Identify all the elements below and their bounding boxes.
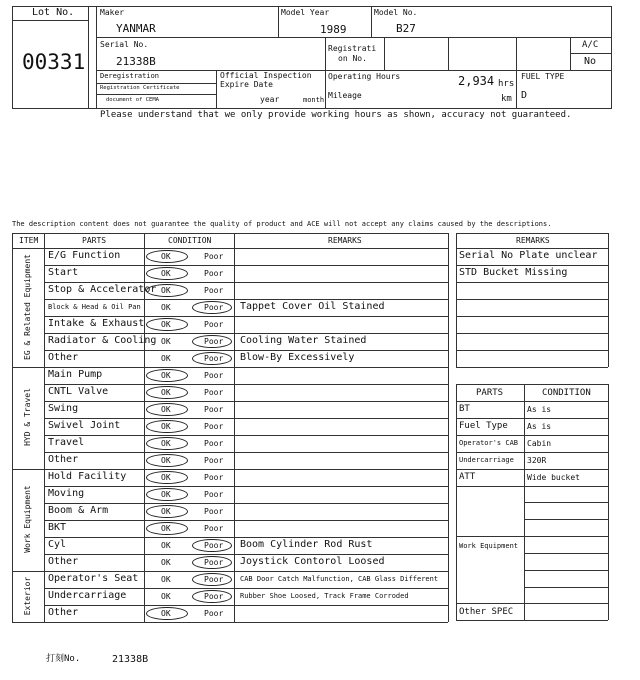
part-name: E/G Function <box>48 250 121 261</box>
poor-option: Poor <box>204 609 224 618</box>
poor-option: Poor <box>204 422 224 431</box>
poor-option: Poor <box>204 354 224 363</box>
maker-value: YANMAR <box>116 22 156 35</box>
deregistration-label: Deregistration <box>100 72 160 80</box>
group-label: EG & Related Equipment <box>23 253 32 360</box>
ok-option: OK <box>161 507 171 516</box>
registration-label-1: Registrati <box>328 44 377 53</box>
remarks-row-line <box>456 282 608 283</box>
model-no-value: B27 <box>396 22 416 35</box>
right-part-condition: Wide bucket <box>527 473 580 482</box>
operating-hours-label: Operating Hours <box>328 72 401 81</box>
ok-selected-circle <box>146 267 188 280</box>
part-name: Hold Facility <box>48 471 127 482</box>
ok-option: OK <box>161 405 171 414</box>
km-label: km <box>501 94 512 104</box>
poor-option: Poor <box>204 439 224 448</box>
footer-value: 21338B <box>112 654 149 665</box>
work-equipment-label: Work Equipment <box>459 542 519 550</box>
poor-option: Poor <box>204 320 224 329</box>
operating-hours-value: 2,934 <box>458 74 495 88</box>
part-name: Start <box>48 267 79 278</box>
part-name: Moving <box>48 488 85 499</box>
part-name: Travel <box>48 437 85 448</box>
poor-option: Poor <box>204 286 224 295</box>
part-name: Other <box>48 352 79 363</box>
ok-selected-circle <box>146 318 188 331</box>
fuel-type-label: FUEL TYPE <box>521 72 565 81</box>
remarks-border <box>608 233 609 367</box>
ok-option: OK <box>161 558 171 567</box>
att-sub-line <box>524 502 608 503</box>
poor-selected-circle <box>192 556 232 569</box>
lot-no-label: Lot No. <box>32 7 75 18</box>
parts-border <box>608 384 609 620</box>
ok-option: OK <box>161 490 171 499</box>
ok-selected-circle <box>146 437 188 450</box>
parts-row-line <box>456 469 608 470</box>
poor-option: Poor <box>204 541 224 550</box>
remark-text: Joystick Contorol Loosed <box>240 556 385 567</box>
remark-text: Blow-By Excessively <box>240 352 355 363</box>
table-bottom-border <box>12 622 448 623</box>
parts-border <box>456 384 457 620</box>
part-name: Intake & Exhaust <box>48 318 145 329</box>
remark-text: Boom Cylinder Rod Rust <box>240 539 373 550</box>
maker-label: Maker <box>100 8 125 17</box>
table-row <box>44 367 448 384</box>
accuracy-note: Please understand that we only provide working hours as shown, accuracy not guaranteed. <box>100 110 572 120</box>
ok-option: OK <box>161 354 171 363</box>
table-column-line <box>448 233 449 622</box>
poor-selected-circle <box>192 301 232 314</box>
table-column-line <box>12 233 13 622</box>
parts-border <box>456 620 608 621</box>
right-part-name: BT <box>459 404 470 414</box>
poor-option: Poor <box>204 269 224 278</box>
header-item: ITEM <box>19 236 39 245</box>
ok-option: OK <box>161 524 171 533</box>
expire-date-label: Expire Date <box>220 80 273 89</box>
right-part-condition: As is <box>527 405 552 414</box>
official-inspection-label: Official Inspection <box>220 71 312 80</box>
ok-selected-circle <box>146 250 188 263</box>
ok-option: OK <box>161 456 171 465</box>
ok-option: OK <box>161 575 171 584</box>
header-remarks: REMARKS <box>328 236 362 245</box>
poor-selected-circle <box>192 352 232 365</box>
header-parts: PARTS <box>82 236 107 245</box>
att-sub-line <box>524 519 608 520</box>
ok-selected-circle <box>146 403 188 416</box>
model-no-label: Model No. <box>374 8 418 17</box>
ok-option: OK <box>161 541 171 550</box>
poor-option: Poor <box>204 473 224 482</box>
serial-no-label: Serial No. <box>100 40 149 49</box>
group-label: Work Equipment <box>23 485 32 553</box>
ok-selected-circle <box>146 522 188 535</box>
part-name: BKT <box>48 522 67 533</box>
remarks-row-line <box>456 367 608 368</box>
part-name: Boom & Arm <box>48 505 109 516</box>
ok-option: OK <box>161 371 171 380</box>
poor-option: Poor <box>204 558 224 567</box>
poor-option: Poor <box>204 303 224 312</box>
part-name: Main Pump <box>48 369 103 380</box>
mileage-label: Mileage <box>328 91 362 100</box>
work-sub-line <box>524 553 608 554</box>
hrs-label: hrs <box>498 79 515 89</box>
model-year-value: 1989 <box>320 23 347 36</box>
part-name: Cyl <box>48 539 67 550</box>
poor-option: Poor <box>204 252 224 261</box>
ok-selected-circle <box>146 607 188 620</box>
part-name: Other <box>48 454 79 465</box>
work-sub-line <box>524 587 608 588</box>
model-year-label: Model Year <box>281 8 330 17</box>
remark-text: Cooling Water Stained <box>240 335 367 346</box>
part-name: Other <box>48 607 79 618</box>
ok-option: OK <box>161 286 171 295</box>
ok-option: OK <box>161 473 171 482</box>
header-condition: CONDITION <box>168 236 212 245</box>
part-name: Swing <box>48 403 79 414</box>
group-label: HYD & Travel <box>23 388 32 446</box>
ok-option: OK <box>161 439 171 448</box>
right-part-condition: Cabin <box>527 439 552 448</box>
right-condition-header: CONDITION <box>542 388 591 398</box>
ok-selected-circle <box>146 284 188 297</box>
ok-option: OK <box>161 337 171 346</box>
right-part-condition: 320R <box>527 456 547 465</box>
table-row <box>44 452 448 469</box>
part-name: Radiator & Cooling <box>48 335 157 346</box>
poor-option: Poor <box>204 337 224 346</box>
remarks-border <box>456 233 457 367</box>
registration-label-2: on No. <box>338 54 367 63</box>
parts-border <box>456 384 608 385</box>
part-name: Swivel Joint <box>48 420 121 431</box>
poor-option: Poor <box>204 592 224 601</box>
right-remark-line: Serial No Plate unclear <box>459 250 598 261</box>
ok-option: OK <box>161 609 171 618</box>
poor-option: Poor <box>204 405 224 414</box>
document-of-cema-label: document of CEMA <box>106 97 159 103</box>
poor-option: Poor <box>204 490 224 499</box>
other-spec-label: Other SPEC <box>459 607 514 617</box>
right-remarks-header: REMARKS <box>516 236 550 245</box>
poor-option: Poor <box>204 371 224 380</box>
ok-selected-circle <box>146 386 188 399</box>
part-name: Other <box>48 556 79 567</box>
ok-option: OK <box>161 320 171 329</box>
ok-selected-circle <box>146 454 188 467</box>
remarks-row-line <box>456 265 608 266</box>
part-name: CNTL Valve <box>48 386 109 397</box>
lot-number: 00331 <box>22 50 86 74</box>
poor-option: Poor <box>204 524 224 533</box>
ok-option: OK <box>161 252 171 261</box>
table-row <box>44 435 448 452</box>
disclaimer: The description content does not guarantee the quality of product and ACE will not accept any claims caused by the descriptions. <box>12 220 552 228</box>
remark-text: Tappet Cover Oil Stained <box>240 301 385 312</box>
poor-option: Poor <box>204 456 224 465</box>
poor-selected-circle <box>192 539 232 552</box>
remarks-border <box>456 248 608 249</box>
part-name: Stop & Accelerator <box>48 284 157 295</box>
right-remark-line: STD Bucket Missing <box>459 267 568 278</box>
registration-certificate-label: Registration Certificate <box>100 85 180 91</box>
poor-option: Poor <box>204 507 224 516</box>
ok-option: OK <box>161 422 171 431</box>
ok-option: OK <box>161 269 171 278</box>
poor-selected-circle <box>192 590 232 603</box>
part-name: Block & Head & Oil Pan <box>48 303 141 311</box>
ok-selected-circle <box>146 471 188 484</box>
table-row <box>44 401 448 418</box>
right-part-name: Operator's CAB <box>459 439 519 447</box>
remarks-row-line <box>456 299 608 300</box>
ok-selected-circle <box>146 420 188 433</box>
ok-selected-circle <box>146 488 188 501</box>
parts-row-line <box>456 603 608 604</box>
table-row <box>44 486 448 503</box>
ok-option: OK <box>161 388 171 397</box>
ok-selected-circle <box>146 505 188 518</box>
remarks-row-line <box>456 333 608 334</box>
work-sub-line <box>524 570 608 571</box>
ac-value: No <box>584 56 597 67</box>
ok-selected-circle <box>146 369 188 382</box>
table-row <box>44 520 448 537</box>
fuel-type-value: D <box>521 90 528 101</box>
poor-option: Poor <box>204 388 224 397</box>
remark-text: Rubber Shoe Loosed, Track Frame Corroded <box>240 592 409 600</box>
remarks-border <box>456 233 608 234</box>
part-name: Operator's Seat <box>48 573 139 584</box>
ok-option: OK <box>161 592 171 601</box>
parts-row-line <box>456 435 608 436</box>
serial-no-value: 21338B <box>116 55 156 68</box>
parts-row-line <box>456 418 608 419</box>
group-label: Exterior <box>23 576 32 615</box>
poor-selected-circle <box>192 335 232 348</box>
ok-option: OK <box>161 303 171 312</box>
remarks-row-line <box>456 316 608 317</box>
right-part-name: Fuel Type <box>459 421 508 431</box>
parts-border <box>456 401 608 402</box>
parts-row-line <box>456 486 608 487</box>
right-part-name: Undercarriage <box>459 456 514 464</box>
poor-option: Poor <box>204 575 224 584</box>
table-row <box>44 605 448 622</box>
poor-selected-circle <box>192 573 232 586</box>
right-part-name: ATT <box>459 472 476 482</box>
remark-text: CAB Door Catch Malfunction, CAB Glass Different <box>240 575 439 583</box>
year-label: year <box>260 95 280 104</box>
parts-row-line <box>456 452 608 453</box>
footer-label: 打刻No. <box>46 654 81 664</box>
right-part-condition: As is <box>527 422 552 431</box>
table-row <box>44 265 448 282</box>
remarks-row-line <box>456 350 608 351</box>
table-top-border <box>12 233 448 234</box>
right-parts-header: PARTS <box>476 388 504 398</box>
part-name: Undercarriage <box>48 590 127 601</box>
parts-row-line <box>456 536 608 537</box>
month-label: month <box>303 96 325 104</box>
ac-label: A/C <box>582 40 599 50</box>
